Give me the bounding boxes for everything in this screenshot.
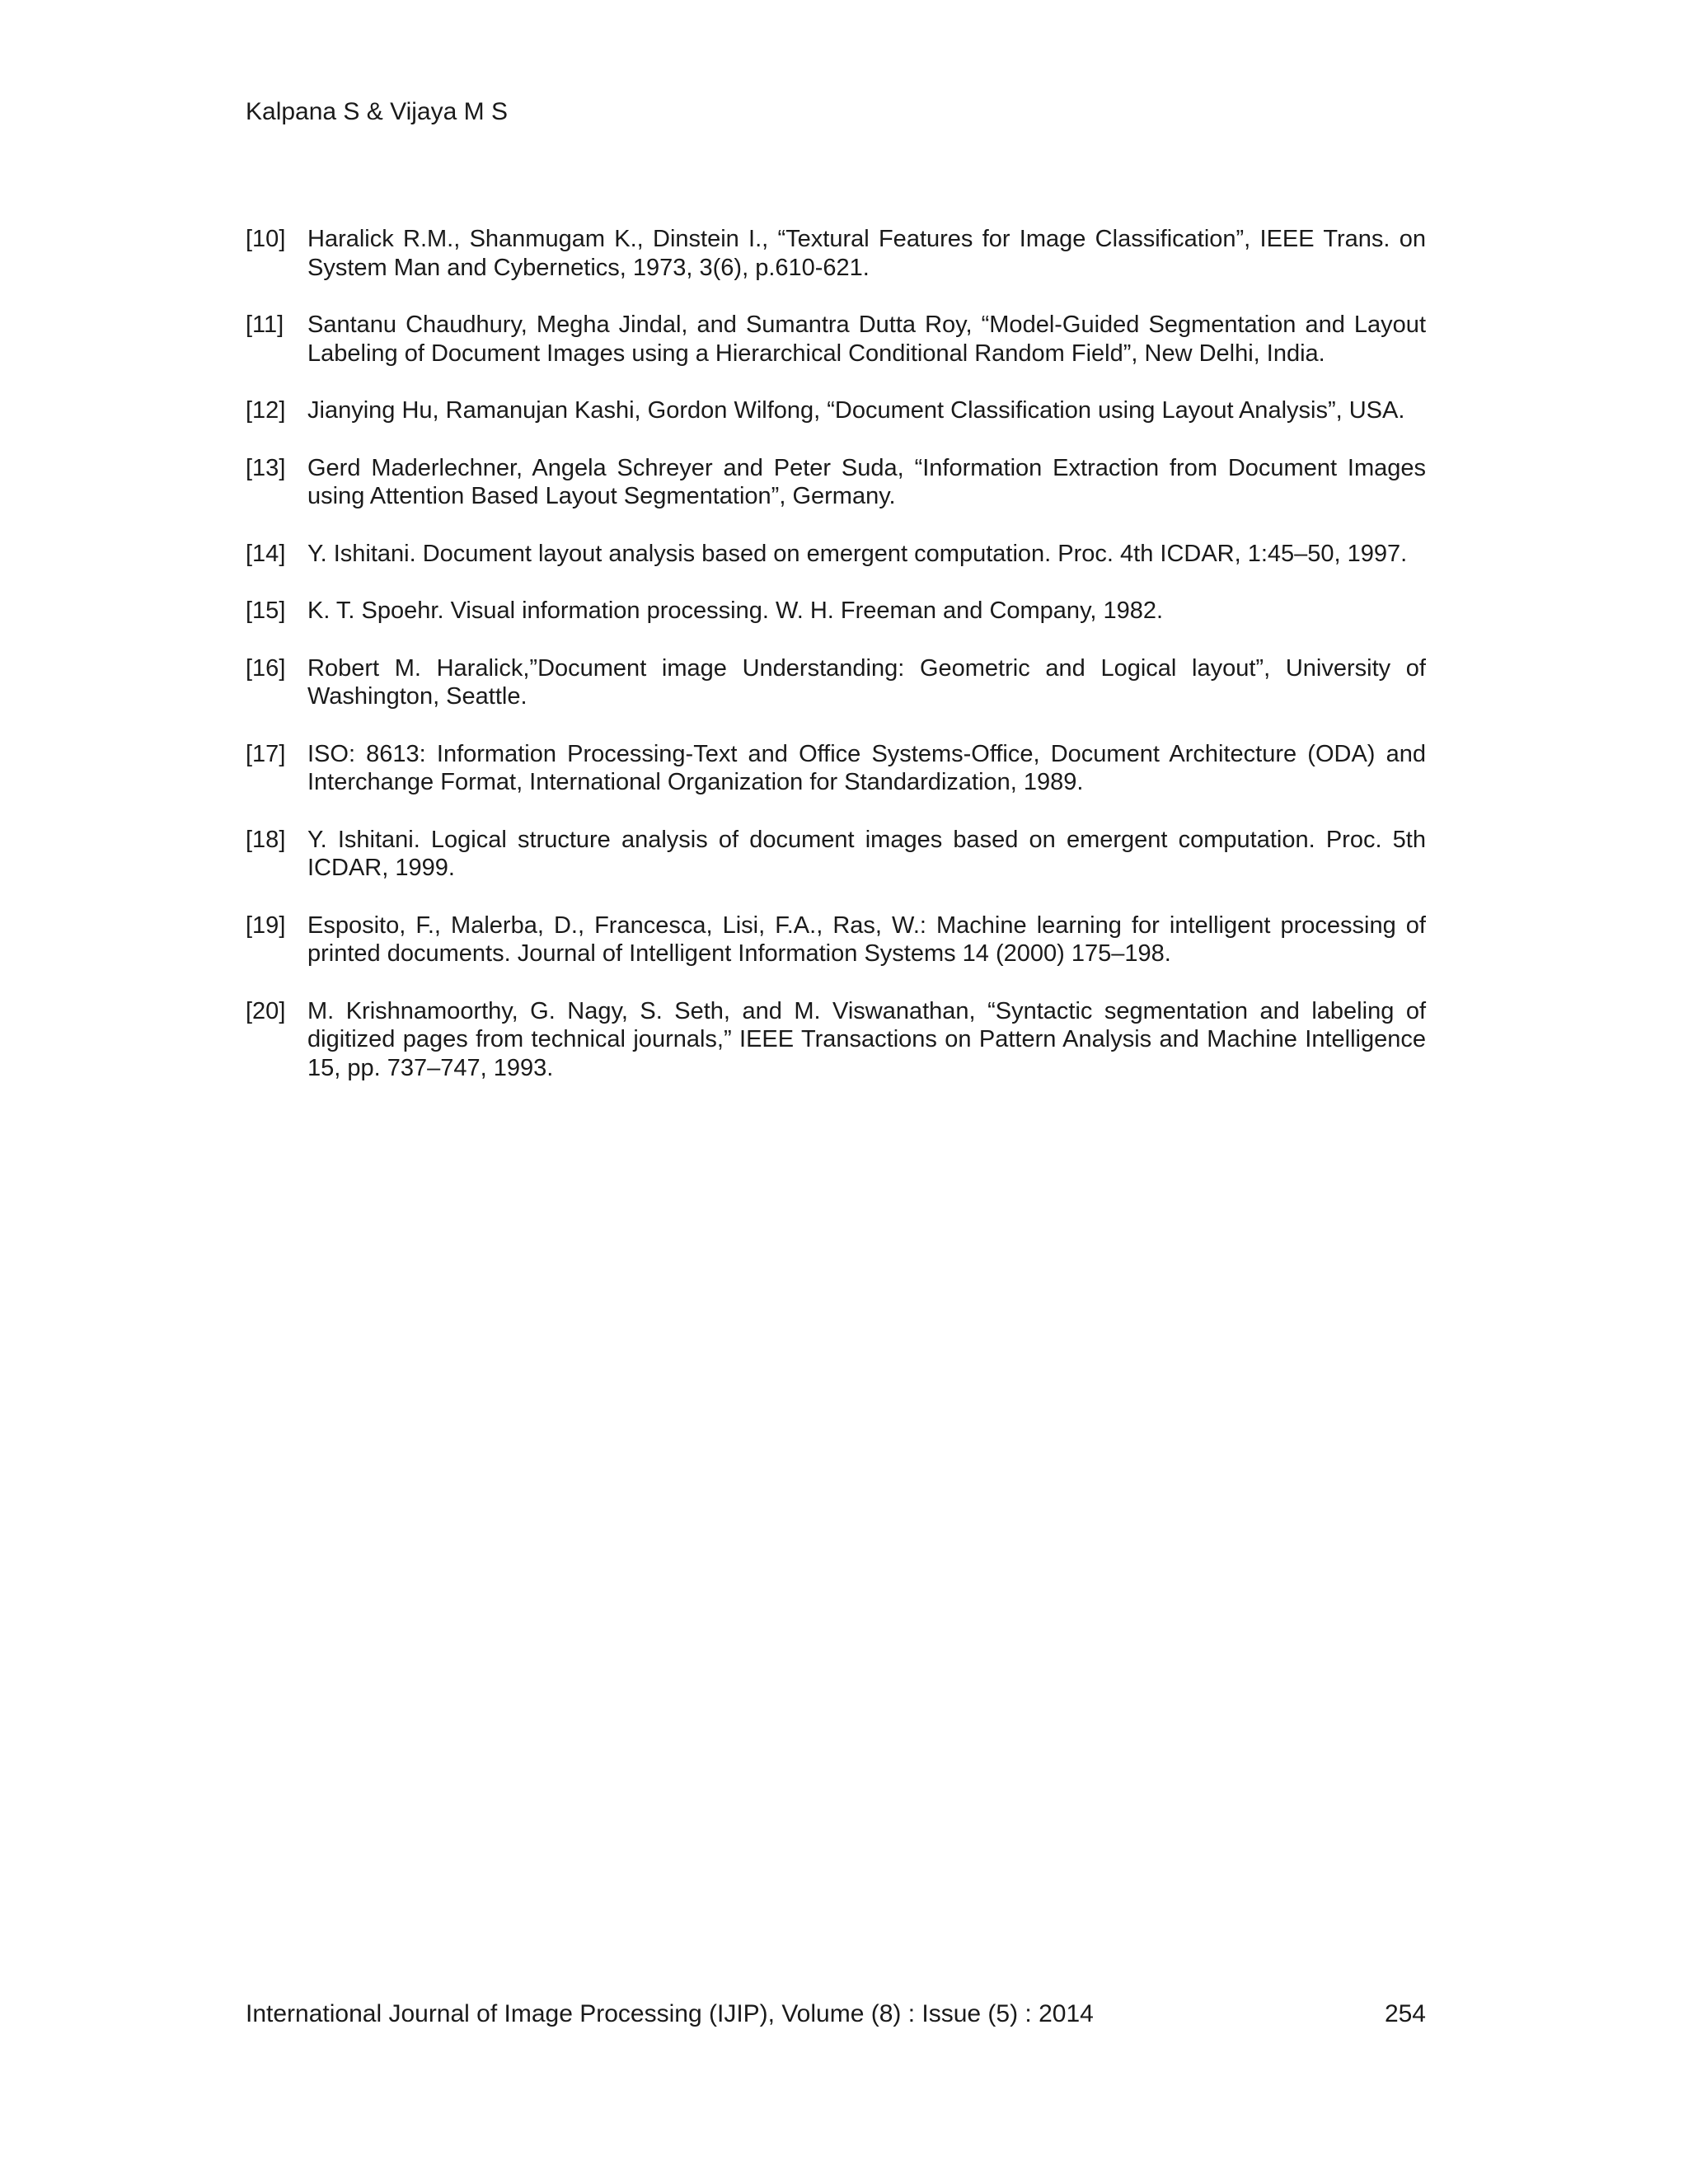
reference-text: Esposito, F., Malerba, D., Francesca, Lisi, F.A., Ras, W.: Machine learning for intelligent processing of printed documents. Journal of Intelligent Information Systems 14 (2000) 175–198. bbox=[307, 912, 1426, 967]
running-header: Kalpana S & Vijaya M S bbox=[246, 98, 508, 125]
reference-item bbox=[246, 454, 1426, 511]
reference-number: [16] bbox=[246, 654, 286, 682]
reference-item bbox=[246, 225, 1426, 282]
reference-text: Gerd Maderlechner, Angela Schreyer and Peter Suda, “Information Extraction from Document Images using Attention Based Layout Segmentation”, Germany. bbox=[307, 454, 1426, 509]
reference-text: Y. Ishitani. Logical structure analysis of document images based on emergent computation. Proc. 5th ICDAR, 1999. bbox=[307, 826, 1426, 881]
reference-item bbox=[246, 740, 1426, 797]
reference-text: Y. Ishitani. Document layout analysis based on emergent computation. Proc. 4th ICDAR, 1:45–50, 1997. bbox=[307, 540, 1408, 567]
reference-text: Robert M. Haralick,”Document image Understanding: Geometric and Logical layout”, University of Washington, Seattle. bbox=[307, 654, 1426, 710]
reference-number: [19] bbox=[246, 912, 286, 939]
reference-item bbox=[246, 597, 1426, 626]
reference-item bbox=[246, 826, 1426, 883]
reference-item bbox=[246, 997, 1426, 1083]
reference-text: ISO: 8613: Information Processing-Text and Office Systems-Office, Document Architecture (ODA) and Interchange Format, International Organization for Standardization, 1989. bbox=[307, 740, 1426, 795]
reference-number: [18] bbox=[246, 826, 286, 853]
reference-item bbox=[246, 396, 1426, 425]
reference-number: [17] bbox=[246, 740, 286, 767]
reference-text: Santanu Chaudhury, Megha Jindal, and Sumantra Dutta Roy, “Model-Guided Segmentation and Layout Labeling of Document Images using a Hierarchical Conditional Random Field”, New Delhi, India. bbox=[307, 312, 1426, 367]
reference-number: [10] bbox=[246, 226, 286, 252]
reference-number: [13] bbox=[246, 454, 286, 481]
reference-number: [14] bbox=[246, 540, 286, 567]
reference-number: [15] bbox=[246, 598, 286, 624]
reference-item bbox=[246, 311, 1426, 368]
reference-text: Haralick R.M., Shanmugam K., Dinstein I., “Textural Features for Image Classification”, IEEE Trans. on System Man and Cybernetics, 1973, 3(6), p.610-621. bbox=[307, 226, 1426, 281]
reference-number: [20] bbox=[246, 997, 286, 1024]
page-number: 254 bbox=[1384, 2000, 1426, 2027]
reference-text: Jianying Hu, Ramanujan Kashi, Gordon Wilfong, “Document Classification using Layout Analysis”, USA. bbox=[307, 397, 1405, 424]
reference-item bbox=[246, 540, 1426, 569]
reference-number: [12] bbox=[246, 397, 286, 424]
reference-item bbox=[246, 912, 1426, 968]
journal-citation: International Journal of Image Processing (IJIP), Volume (8) : Issue (5) : 2014 bbox=[246, 2000, 1094, 2027]
page-footer bbox=[246, 1999, 1426, 2029]
reference-text: K. T. Spoehr. Visual information processing. W. H. Freeman and Company, 1982. bbox=[307, 598, 1164, 624]
reference-list bbox=[246, 225, 1426, 1111]
reference-text: M. Krishnamoorthy, G. Nagy, S. Seth, and M. Viswanathan, “Syntactic segmentation and labeling of digitized pages from technical journals,” IEEE Transactions on Pattern Analysis and Machine Intelligence 15, pp. 737–747, 1993. bbox=[307, 997, 1426, 1081]
reference-item bbox=[246, 654, 1426, 711]
reference-number: [11] bbox=[246, 312, 284, 338]
